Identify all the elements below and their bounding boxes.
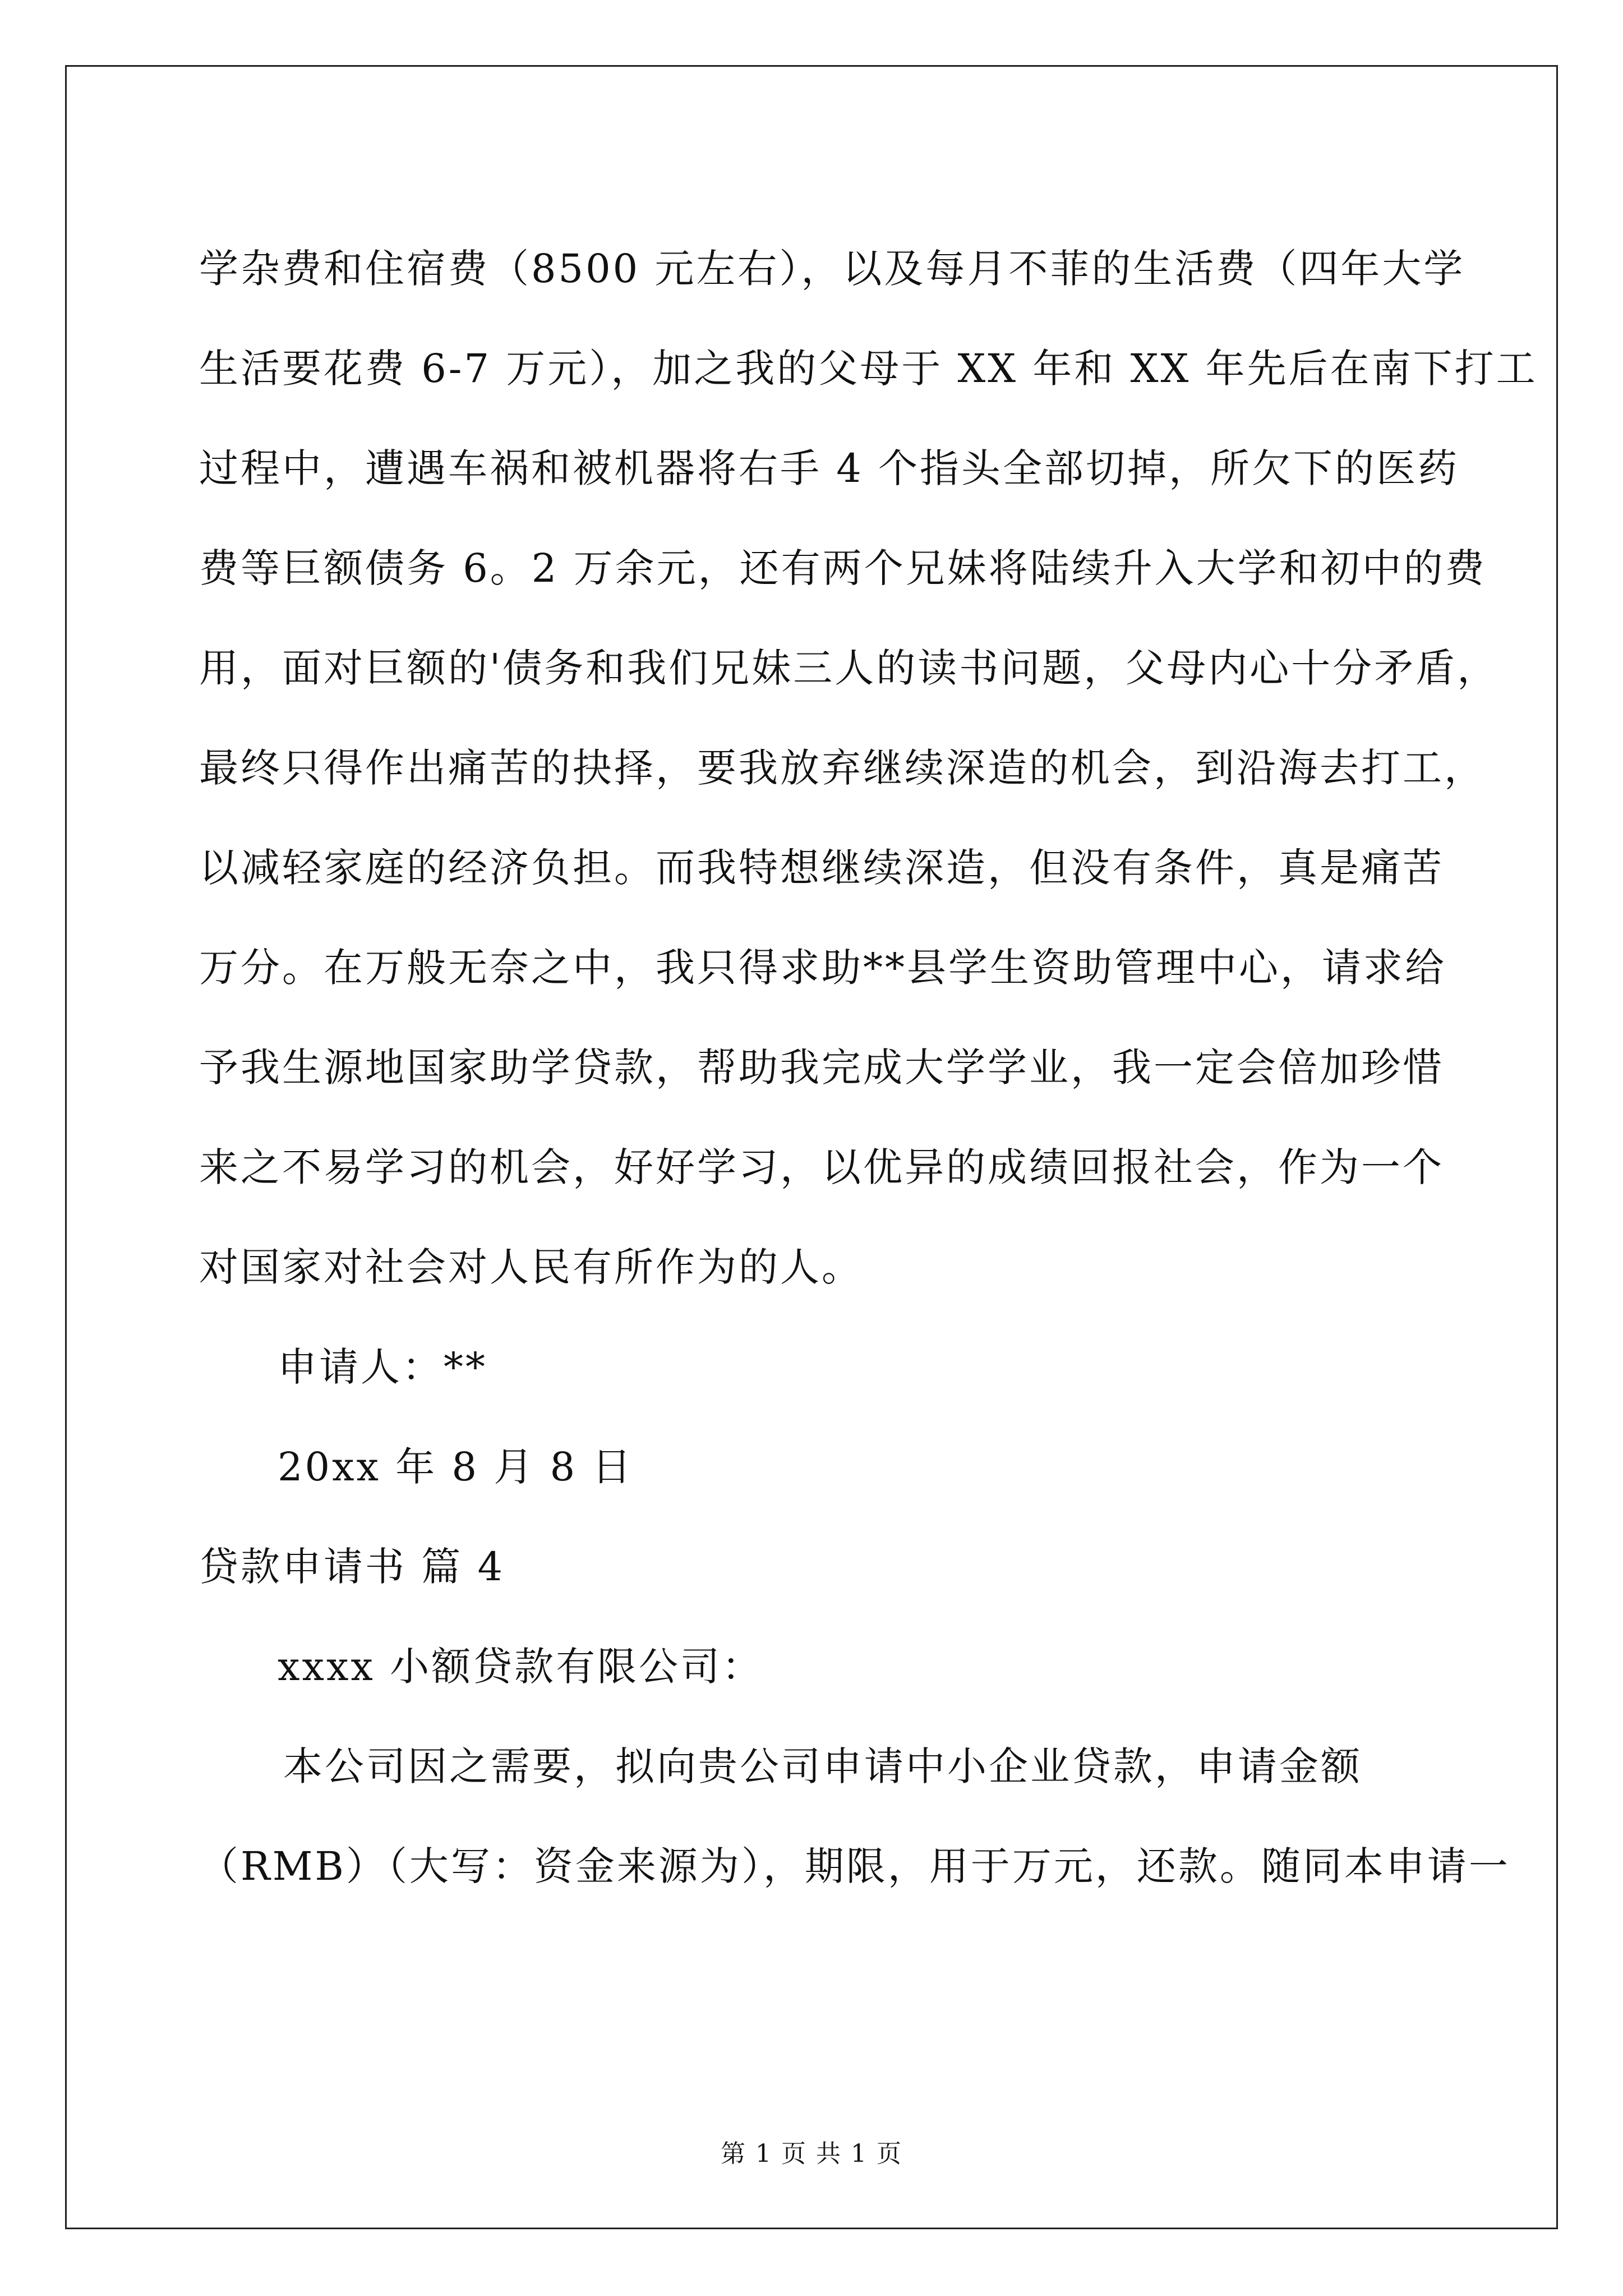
- body-line: 过程中，遭遇车祸和被机器将右手 4 个指头全部切掉，所欠下的医药: [199, 445, 1460, 491]
- body-line: 以减轻家庭的经济负担。而我特想继续深造，但没有条件，真是痛苦: [199, 845, 1444, 891]
- body-line: 来之不易学习的机会，好好学习，以优异的成绩回报社会，作为一个: [199, 1144, 1444, 1190]
- body-line: 学杂费和住宿费（8500 元左右），以及每月不菲的生活费（四年大学: [199, 246, 1465, 292]
- body-line: 万分。在万般无奈之中，我只得求助**县学生资助管理中心，请求给: [199, 945, 1446, 991]
- applicant-line: 申请人：**: [278, 1344, 487, 1390]
- section-heading: 贷款申请书 篇 4: [199, 1544, 505, 1590]
- document-body: [199, 219, 1538, 1916]
- body2-line: （RMB）（大写：资金来源为），期限，用于万元，还款。随同本申请一: [199, 1843, 1510, 1889]
- body-line: 对国家对社会对人民有所作为的人。: [199, 1244, 863, 1290]
- body-line: 用，面对巨额的'债务和我们兄妹三人的读书问题，父母内心十分矛盾，: [199, 645, 1499, 691]
- body-line: 生活要花费 6-7 万元），加之我的父母于 XX 年和 XX 年先后在南下打工: [199, 346, 1538, 392]
- body2-line: 本公司因之需要，拟向贵公司申请中小企业贷款，申请金额: [283, 1743, 1362, 1789]
- body-line: 费等巨额债务 6。2 万余元，还有两个兄妹将陆续升入大学和初中的费: [199, 545, 1487, 591]
- page-footer: 第 1 页 共 1 页: [721, 2139, 902, 2168]
- body-line: 最终只得作出痛苦的抉择，要我放弃继续深造的机会，到沿海去打工，: [199, 745, 1486, 791]
- body-line: 予我生源地国家助学贷款，帮助我完成大学学业，我一定会倍加珍惜: [199, 1045, 1444, 1091]
- salutation: xxxx 小额贷款有限公司：: [278, 1644, 764, 1690]
- date-line: 20xx 年 8 月 8 日: [278, 1444, 634, 1490]
